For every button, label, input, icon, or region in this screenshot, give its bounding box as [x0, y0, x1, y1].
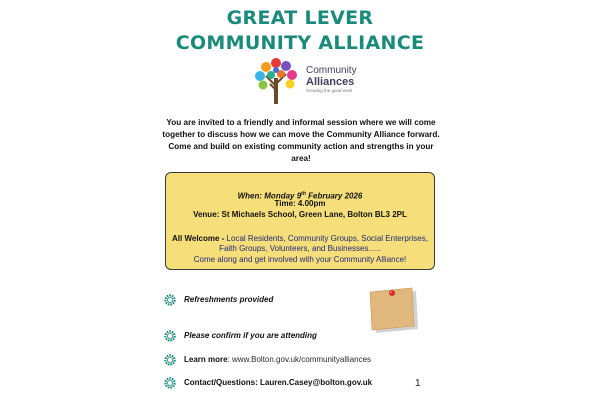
- learn-more-line: Learn more: www.Bolton.gov.uk/communityalliances: [184, 355, 372, 364]
- gear-bullet-icon: [164, 294, 176, 306]
- refreshments-text: Refreshments provided: [184, 295, 274, 304]
- gear-bullet-icon: [164, 377, 176, 389]
- confirm-text: Please confirm if you are attending: [184, 331, 317, 340]
- page-number: 1: [415, 378, 421, 389]
- event-venue: Venue: St Michaels School, Green Lane, Bolton BL3 2PL: [193, 210, 407, 219]
- logo-text-community: Community: [306, 65, 357, 76]
- event-welcome-line-1: All Welcome - Local Residents, Community Groups, Social Enterprises,: [172, 234, 428, 243]
- tree-icon: [252, 56, 304, 106]
- learn-more-link[interactable]: www.Bolton.gov.uk/communityalliances: [232, 355, 372, 364]
- logo-text-alliances: Alliances: [306, 76, 355, 88]
- logo-tagline: Growing the good work: [306, 88, 353, 93]
- contact-text: Contact/Questions: Lauren.Casey@bolton.gov.uk: [184, 378, 373, 387]
- intro-paragraph: You are invited to a friendly and informal session where we will come together to discuss how we can move the Community Alliance forward. Come and build on existing community action and strengths in your area!: [162, 118, 440, 163]
- event-time: Time: 4.00pm: [274, 199, 326, 208]
- gear-bullet-icon: [164, 330, 176, 342]
- event-details-box: [165, 172, 435, 270]
- gear-bullet-icon: [164, 354, 176, 366]
- event-welcome-line-2: Faith Groups, Volunteers, and Businesses…..: [219, 244, 381, 253]
- title-line-1: GREAT LEVER: [226, 7, 374, 29]
- community-alliances-logo: [252, 56, 370, 106]
- event-welcome-line-3: Come along and get involved with your Community Alliance!: [193, 255, 407, 264]
- event-when: When: Monday 9th February 2026: [237, 191, 363, 201]
- title-line-2: COMMUNITY ALLIANCE: [175, 32, 425, 54]
- sticky-note-icon: [366, 285, 418, 333]
